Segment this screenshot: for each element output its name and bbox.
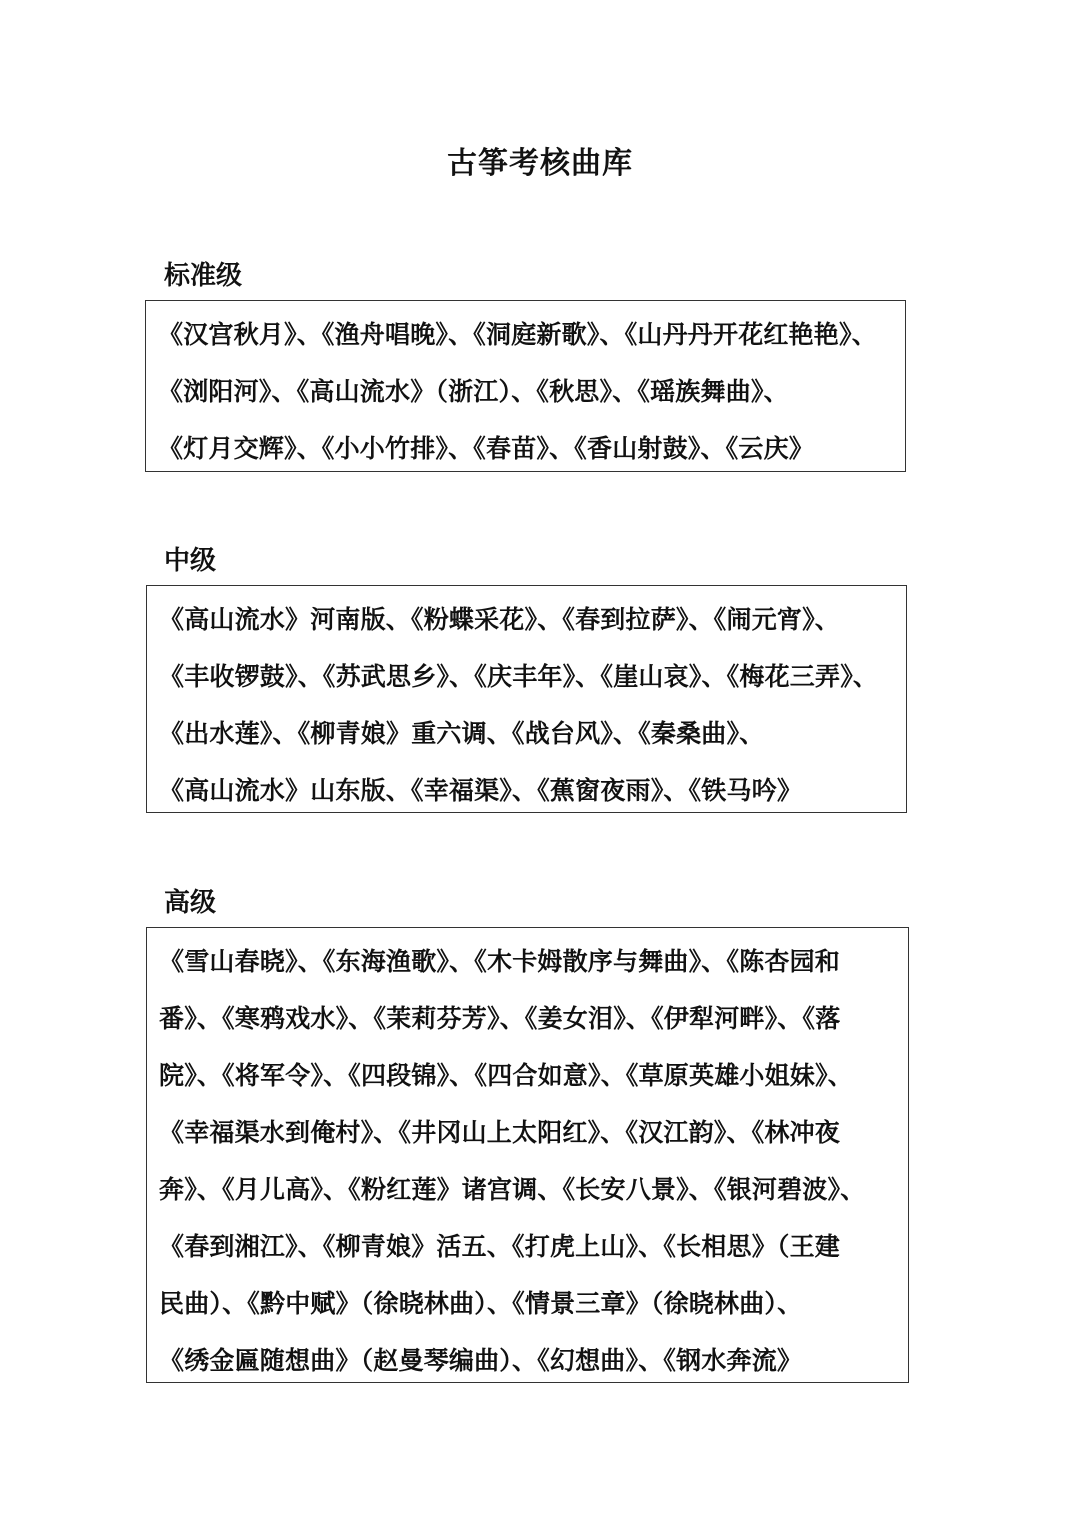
repertoire-line: 《幸福渠水到俺村》、《井冈山上太阳红》、《汉江韵》、《林冲夜 xyxy=(159,1118,841,1147)
repertoire-line: 院》、《将军令》、《四段锦》、《四合如意》、《草原英雄小姐妹》、 xyxy=(159,1061,853,1090)
section-label-advanced: 高级 xyxy=(164,888,217,918)
repertoire-line: 《灯月交辉》、《小小竹排》、《春苗》、《香山射鼓》、《云庆》 xyxy=(158,434,815,463)
repertoire-box-advanced xyxy=(146,927,909,1383)
repertoire-line: 《浏阳河》、《高山流水》（浙江）、《秋思》、《瑶族舞曲》、 xyxy=(158,377,789,406)
repertoire-line: 《丰收锣鼓》、《苏武思乡》、《庆丰年》、《崖山哀》、《梅花三弄》、 xyxy=(159,662,879,691)
section-label-standard: 标准级 xyxy=(164,261,243,291)
repertoire-line: 奔》、《月儿高》、《粉红莲》诸宫调、《长安八景》、《银河碧波》、 xyxy=(159,1175,866,1204)
repertoire-box-standard xyxy=(145,300,906,472)
repertoire-line: 《高山流水》山东版、《幸福渠》、《蕉窗夜雨》、《铁马吟》 xyxy=(159,776,803,805)
repertoire-line: 《雪山春晓》、《东海渔歌》、《木卡姆散序与舞曲》、《陈杏园和 xyxy=(159,947,841,976)
repertoire-line: 《出水莲》、《柳青娘》重六调、《战台风》、《秦桑曲》、 xyxy=(159,719,765,748)
repertoire-line: 民曲）、《黔中赋》（徐晓林曲）、《情景三章》（徐晓林曲）、 xyxy=(159,1289,803,1318)
repertoire-line: 《高山流水》河南版、《粉蝶采花》、《春到拉萨》、《闹元宵》、 xyxy=(159,605,841,634)
repertoire-line: 番》、《寒鸦戏水》、《茉莉芬芳》、《姜女泪》、《伊犁河畔》、《落 xyxy=(159,1004,841,1033)
repertoire-line: 《春到湘江》、《柳青娘》活五、《打虎上山》、《长相思》（王建 xyxy=(159,1232,841,1261)
repertoire-line: 《汉宫秋月》、《渔舟唱晚》、《洞庭新歌》、《山丹丹开花红艳艳》、 xyxy=(158,320,877,349)
repertoire-box-intermediate xyxy=(146,585,907,813)
page-title: 古筝考核曲库 xyxy=(447,146,633,181)
section-label-intermediate: 中级 xyxy=(164,546,217,576)
repertoire-line: 《绣金匾随想曲》（赵曼琴编曲）、《幻想曲》、《钢水奔流》 xyxy=(159,1346,803,1375)
